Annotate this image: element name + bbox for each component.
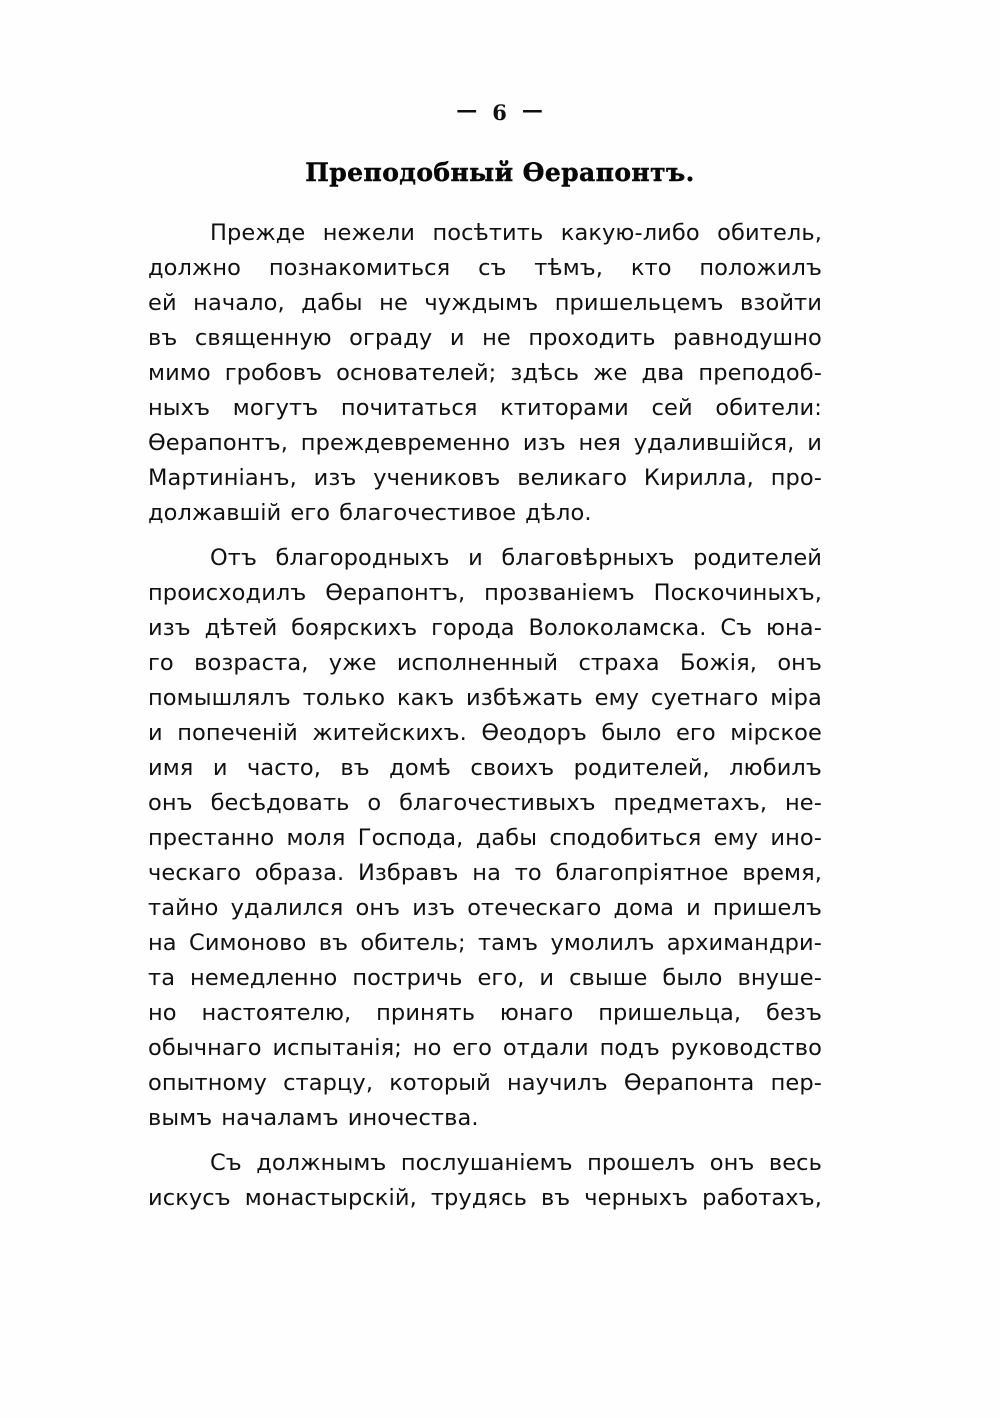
word: избѣжать (466, 685, 583, 711)
text-line (148, 716, 822, 751)
word: та (148, 965, 176, 991)
paragraph (148, 216, 822, 531)
word: онъ (148, 790, 193, 816)
word: города (431, 615, 515, 641)
word: безъ (765, 1000, 822, 1026)
word: о (367, 790, 382, 816)
word: исполненный (396, 650, 559, 676)
text-line (148, 321, 822, 356)
word: посѣтить (432, 220, 544, 246)
text-line (148, 751, 822, 786)
word: суетнаго (650, 685, 759, 711)
text-line (148, 856, 822, 891)
word: удалился (230, 895, 344, 921)
word: руководство (670, 1035, 822, 1061)
text-line (148, 496, 822, 531)
word: ограду (349, 325, 433, 351)
paragraph (148, 541, 822, 1136)
word: нежели (322, 220, 416, 246)
text-line (148, 426, 822, 461)
word: обитель, (717, 220, 822, 246)
word: міра (770, 685, 822, 711)
word: про- (770, 465, 822, 491)
word: нея (578, 430, 621, 456)
word: какую-либо (560, 220, 700, 246)
text-line (148, 286, 822, 321)
text-line (148, 821, 822, 856)
word: не- (784, 790, 822, 816)
word: ино- (770, 825, 822, 851)
word: начало, (193, 290, 285, 316)
word: не (379, 290, 408, 316)
word: въ (148, 325, 178, 351)
word: изъ (522, 430, 566, 456)
word: Поскочиныхъ, (653, 580, 822, 606)
text-line (148, 786, 822, 821)
word: старцу, (283, 1070, 374, 1096)
word: тамъ (477, 930, 539, 956)
word: искусъ (148, 1185, 231, 1211)
word: ныхъ (148, 395, 211, 421)
word: удалившійся, (633, 430, 795, 456)
word: Симоново (189, 930, 307, 956)
word: предметахъ, (613, 790, 768, 816)
word: мимо (148, 360, 211, 386)
word: Отъ (210, 545, 258, 571)
text-line (148, 356, 822, 391)
word: дома (613, 895, 674, 921)
word: настоятелю, (201, 1000, 352, 1026)
word: должнымъ (256, 1150, 387, 1176)
word: на (472, 860, 501, 886)
word: архимандри- (666, 930, 822, 956)
text-line (148, 996, 822, 1031)
word: опытному (148, 1070, 267, 1096)
word: онъ (777, 650, 822, 676)
word: учениковъ (373, 465, 501, 491)
word: благовѣрныхъ (501, 545, 675, 571)
word: и (807, 430, 822, 456)
word: черныхъ (584, 1185, 689, 1211)
text-line (148, 461, 822, 496)
word: обитель; (360, 930, 466, 956)
word: въ (318, 930, 349, 956)
word: могутъ (232, 395, 319, 421)
word: его (452, 1035, 493, 1061)
word: и (449, 325, 465, 351)
word: вымъ (148, 1105, 213, 1131)
word: благочестивое (339, 500, 517, 526)
word: почитаться (340, 395, 478, 421)
word: гробовъ (224, 360, 323, 386)
word: мірское (730, 720, 822, 746)
page-folio (0, 97, 1000, 125)
word: преподоб- (698, 360, 822, 386)
word: боярскихъ (291, 615, 418, 641)
word: изъ (412, 895, 456, 921)
word: священную (194, 325, 332, 351)
word: внуше- (737, 965, 822, 991)
word: взойти (740, 290, 822, 316)
word: было (662, 965, 723, 991)
word: го (148, 650, 174, 676)
word: Ѳерапонтъ, (148, 430, 288, 456)
word: Господа, (357, 825, 464, 851)
word: помышлялъ (148, 685, 291, 711)
paragraph (148, 1146, 822, 1216)
word: его (290, 500, 331, 526)
text-line (148, 611, 822, 646)
word: его, (477, 965, 525, 991)
word: началамъ (221, 1105, 339, 1131)
word: постричь (352, 965, 463, 991)
word: только (302, 685, 386, 711)
word: время, (742, 860, 822, 886)
word: должавшій (148, 500, 282, 526)
word: Кирилла, (643, 465, 754, 491)
word: родителей (693, 545, 822, 571)
word: ему (713, 825, 759, 851)
word: который (389, 1070, 491, 1096)
word: и (212, 755, 228, 781)
word: ктиторами (500, 395, 629, 421)
word: благопріятное (555, 860, 729, 886)
word: образа. (254, 860, 345, 886)
word: на (148, 930, 177, 956)
word: Съ (210, 1150, 242, 1176)
word: умолилъ (550, 930, 655, 956)
word: Ѳерапонта (623, 1070, 755, 1096)
word: Божія, (680, 650, 758, 676)
text-line (148, 926, 822, 961)
word: познакомиться (268, 255, 451, 281)
word: иночества. (347, 1105, 479, 1131)
word: въ (540, 1185, 571, 1211)
word: родителей, (573, 755, 710, 781)
text-line (148, 681, 822, 716)
word: и (686, 895, 701, 921)
word: но (412, 1035, 442, 1061)
word: обители: (715, 395, 822, 421)
word: преждевременно (300, 430, 511, 456)
word: съ (478, 255, 507, 281)
text-line (148, 1181, 822, 1216)
word: немедленно (190, 965, 338, 991)
text-line (148, 216, 822, 251)
word: благородныхъ (275, 545, 450, 571)
folio-number: 6 (492, 100, 508, 125)
word: ческаго (148, 860, 242, 886)
text-line (148, 541, 822, 576)
word: отеческаго (467, 895, 602, 921)
word: благочестивыхъ (399, 790, 596, 816)
word: подъ (599, 1035, 660, 1061)
word: какъ (396, 685, 455, 711)
word: и (468, 545, 483, 571)
text-column (148, 216, 822, 1216)
text-line (148, 1101, 822, 1136)
word: Ѳеодоръ (481, 720, 587, 746)
word: отдали (502, 1035, 589, 1061)
text-line (148, 251, 822, 286)
text-line (148, 646, 822, 681)
word: изъ (148, 615, 191, 641)
word: Ѳерапонтъ, (325, 580, 466, 606)
word: весь (768, 1150, 822, 1176)
word: изъ (313, 465, 357, 491)
text-line (148, 1031, 822, 1066)
word: великаго (517, 465, 628, 491)
text-line (148, 961, 822, 996)
word: сей (651, 395, 693, 421)
word: дабы (301, 290, 363, 316)
word: прошелъ (587, 1150, 696, 1176)
word: Избравъ (357, 860, 459, 886)
word: научилъ (506, 1070, 608, 1096)
word: попеченій (177, 720, 298, 746)
word: бесѣдовать (210, 790, 350, 816)
word: работахъ, (702, 1185, 822, 1211)
word: своихъ (470, 755, 555, 781)
section-heading: Преподобный Ѳерапонтъ. (305, 158, 695, 187)
word: должно (148, 255, 242, 281)
word: сподобиться (549, 825, 702, 851)
word: то (514, 860, 542, 886)
word: возраста, (194, 650, 309, 676)
word: здѣсь (510, 360, 580, 386)
word: моля (286, 825, 346, 851)
word: проходить (528, 325, 656, 351)
word: уже (328, 650, 377, 676)
word: юна- (765, 615, 822, 641)
folio-dash-right: — (521, 97, 544, 122)
word: дабы (475, 825, 538, 851)
text-line (148, 891, 822, 926)
word: два (641, 360, 685, 386)
word: монастырскій, (244, 1185, 417, 1211)
word: домѣ (389, 755, 451, 781)
word: основателей; (336, 360, 497, 386)
word: пришельца, (598, 1000, 742, 1026)
text-line (148, 391, 822, 426)
word: пер- (770, 1070, 822, 1096)
word: онъ (709, 1150, 755, 1176)
word: Мартиніанъ, (148, 465, 297, 491)
word: трудясь (430, 1185, 527, 1211)
word: его (675, 720, 716, 746)
word: и (539, 965, 555, 991)
word: и (148, 720, 163, 746)
word: положилъ (699, 255, 822, 281)
folio-dash-left: — (456, 97, 479, 122)
text-line (148, 576, 822, 611)
word: любилъ (729, 755, 822, 781)
word: въ (340, 755, 370, 781)
word: часто, (246, 755, 322, 781)
word: дѣло. (525, 500, 592, 526)
word: кто (630, 255, 672, 281)
word: не (482, 325, 511, 351)
word: было (601, 720, 662, 746)
word: Волоколамска. (528, 615, 707, 641)
text-line (148, 1066, 822, 1101)
word: Прежде (210, 220, 306, 246)
word: чуждымъ (424, 290, 539, 316)
word: принять (376, 1000, 476, 1026)
word: тѣмъ, (534, 255, 604, 281)
text-line (148, 1146, 822, 1181)
word: юнаго (499, 1000, 574, 1026)
word: имя (148, 755, 194, 781)
word: равнодушно (673, 325, 822, 351)
word: обычнаго (148, 1035, 262, 1061)
word: прозваніемъ (484, 580, 635, 606)
word: ей (148, 290, 177, 316)
word: ему (594, 685, 640, 711)
word: послушаніемъ (400, 1150, 573, 1176)
word: испытанія; (272, 1035, 402, 1061)
word: же (593, 360, 628, 386)
word: тайно (148, 895, 219, 921)
word: дѣтей (204, 615, 278, 641)
word: пришельцемъ (554, 290, 724, 316)
word: онъ (355, 895, 401, 921)
word: происходилъ (148, 580, 307, 606)
word: престанно (148, 825, 275, 851)
word: пришелъ (712, 895, 822, 921)
word: но (148, 1000, 177, 1026)
word: житейскихъ. (312, 720, 467, 746)
word: страха (578, 650, 660, 676)
word: Съ (720, 615, 753, 641)
word: свыше (569, 965, 648, 991)
